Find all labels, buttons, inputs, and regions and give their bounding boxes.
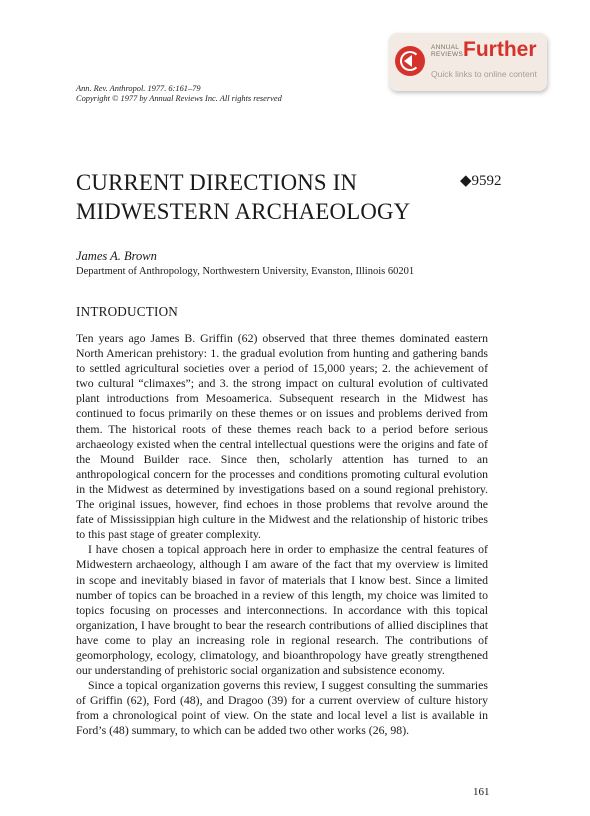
title-line-1: CURRENT DIRECTIONS IN bbox=[76, 170, 358, 195]
banner-reviews-text: REVIEWS bbox=[431, 51, 464, 58]
banner-tagline: Quick links to online content bbox=[431, 69, 537, 79]
copyright-line: Copyright © 1977 by Annual Reviews Inc. All rights reserved bbox=[76, 94, 282, 103]
author-name: James A. Brown bbox=[76, 249, 157, 263]
journal-citation bbox=[76, 84, 282, 104]
author-affiliation: Department of Anthropology, Northwestern University, Evanston, Illinois 60201 bbox=[76, 266, 415, 277]
body-text bbox=[76, 331, 488, 739]
section-heading: INTRODUCTION bbox=[76, 304, 179, 319]
banner-annual-text: ANNUAL bbox=[431, 44, 460, 51]
journal-line: Ann. Rev. Anthropol. 1977. 6:161–79 bbox=[76, 84, 201, 93]
article-title bbox=[76, 168, 410, 226]
banner-further-label: Further bbox=[463, 38, 537, 61]
paragraph: Ten years ago James B. Griffin (62) observed that three themes dominated eastern North American prehistory: 1. the gradual evolution from hunting and gathering bands to settled agricultural societies over a period of 15,000 years; 2. the achievement of two cultural “climaxes”; and 3. the strong impact on cultural evolution of cultivated plant introductions from Mesoamerica. Subsequent research in the Midwest has continued to focus primarily on these themes or on issues and problems derived from them. The historical roots of these themes reach back to a period before serious archaeology existed when the central intellectual questions were the origins and fate of the Mound Builder race. Since then, scholarly attention has turned to an anthropological concern for the processes and conditions promoting cultural evolution in the Midwest as determined by investigations based on a sound regional prehistory. The original issues, however, find echoes in those problems that revolve around the fate of Mississippian high culture in the Midwest and the relationship of historic tribes to this past stage of greater complexity. bbox=[76, 331, 488, 542]
article-code: ◆9592 bbox=[460, 173, 502, 189]
page-number: 161 bbox=[473, 786, 490, 798]
paragraph: Since a topical organization governs this review, I suggest consulting the summaries of Griffin (62), Ford (48), and Dragoo (39) for a current overview of culture history from a chronological point of view. On the state and local level a list is available in Ford’s (48) summary, to which can be added two other works (26, 98). bbox=[76, 678, 488, 738]
banner-annual-reviews-label bbox=[431, 44, 463, 58]
back-arrow-circle-icon bbox=[395, 46, 425, 76]
annual-reviews-further-banner[interactable] bbox=[389, 33, 547, 91]
title-line-2: MIDWESTERN ARCHAEOLOGY bbox=[76, 199, 411, 224]
paragraph: I have chosen a topical approach here in order to emphasize the central features of Midwestern archaeology, although I am aware of the fact that my overview is limited in scope and inevitably biased in favor of materials that I know best. Since a limited number of topics can be broached in a review of this length, my choice was limited to topics focusing on processes and interconnections. In accordance with this topical organization, I have brought to bear the research contributions of allied disciplines that have come to play an increasing role in regional research. The contributions of geomorphology, ecology, climatology, and bioanthropology have greatly strengthened our understanding of prehistoric social organization and subsistence economy. bbox=[76, 542, 488, 678]
